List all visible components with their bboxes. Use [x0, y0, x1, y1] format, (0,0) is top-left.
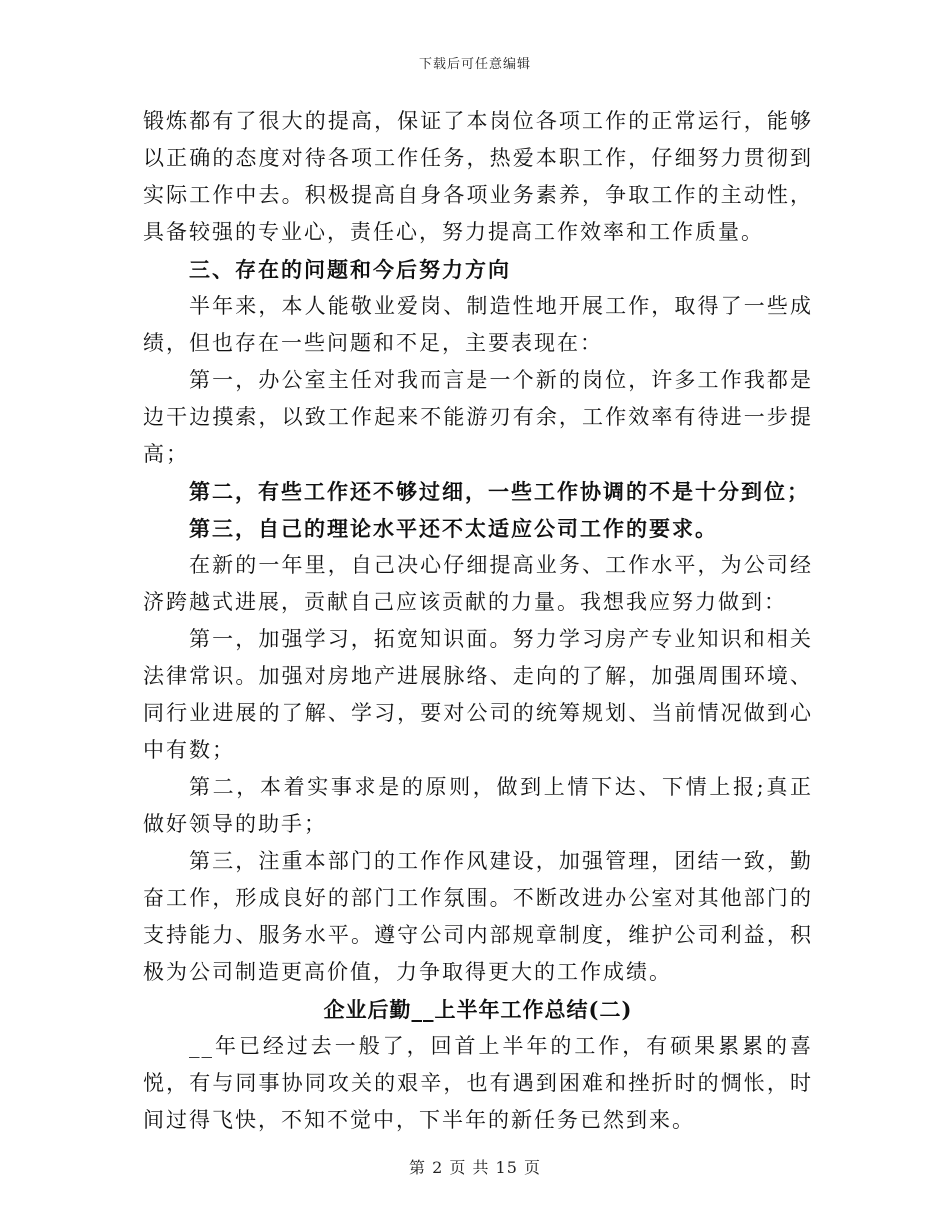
- paragraph: 锻炼都有了很大的提高，保证了本岗位各项工作的正常运行，能够以正确的态度对待各项工作任务，热爱本职工作，仔细努力贯彻到实际工作中去。积极提高自身各项业务素养，争取工作的主动性，具备较强的专业心，责任心，努力提高工作效率和工作质量。: [143, 109, 813, 244]
- paragraph-bold: 第二，有些工作还不够过细，一些工作协调的不是十分到位；: [189, 479, 810, 504]
- paragraph: 第一，加强学习，拓宽知识面。努力学习房产专业知识和相关法律常识。加强对房地产进展脉络、走向的了解，加强周围环境、同行业进展的了解、学习，要对公司的统筹规划、当前情况做到心中有数；: [143, 627, 813, 762]
- document-body: [143, 103, 813, 1139]
- paragraph: __年已经过去一般了，回首上半年的工作，有硕果累累的喜悦，有与同事协同攻关的艰辛，也有遇到困难和挫折时的惆怅，时间过得飞快，不知不觉中，下半年的新任务已然到来。: [143, 1034, 813, 1132]
- paragraph-bold: 第三，自己的理论水平还不太适应公司工作的要求。: [189, 516, 718, 541]
- page-number: 第 2 页 共 15 页: [409, 1158, 541, 1177]
- section-title: 企业后勤__上半年工作总结(二): [323, 997, 633, 1022]
- page-header-note: 下载后可任意编辑: [418, 57, 531, 72]
- paragraph: 第一，办公室主任对我而言是一个新的岗位，许多工作我都是边干边摸索，以致工作起来不能游刃有余，工作效率有待进一步提高；: [143, 368, 813, 466]
- paragraph: 在新的一年里，自己决心仔细提高业务、工作水平，为公司经济跨越式进展，贡献自己应该贡献的力量。我想我应努力做到：: [143, 553, 813, 614]
- paragraph: 第二，本着实事求是的原则，做到上情下达、下情上报;真正做好领导的助手；: [143, 775, 813, 836]
- paragraph: 第三，注重本部门的工作作风建设，加强管理，团结一致，勤奋工作，形成良好的部门工作氛围。不断改进办公室对其他部门的支持能力、服务水平。遵守公司内部规章制度，维护公司利益，积极为公司制造更高价值，力争取得更大的工作成绩。: [143, 849, 813, 984]
- paragraph: 半年来，本人能敬业爱岗、制造性地开展工作，取得了一些成绩，但也存在一些问题和不足，主要表现在：: [143, 294, 813, 355]
- section-heading: 三、存在的问题和今后努力方向: [189, 257, 511, 282]
